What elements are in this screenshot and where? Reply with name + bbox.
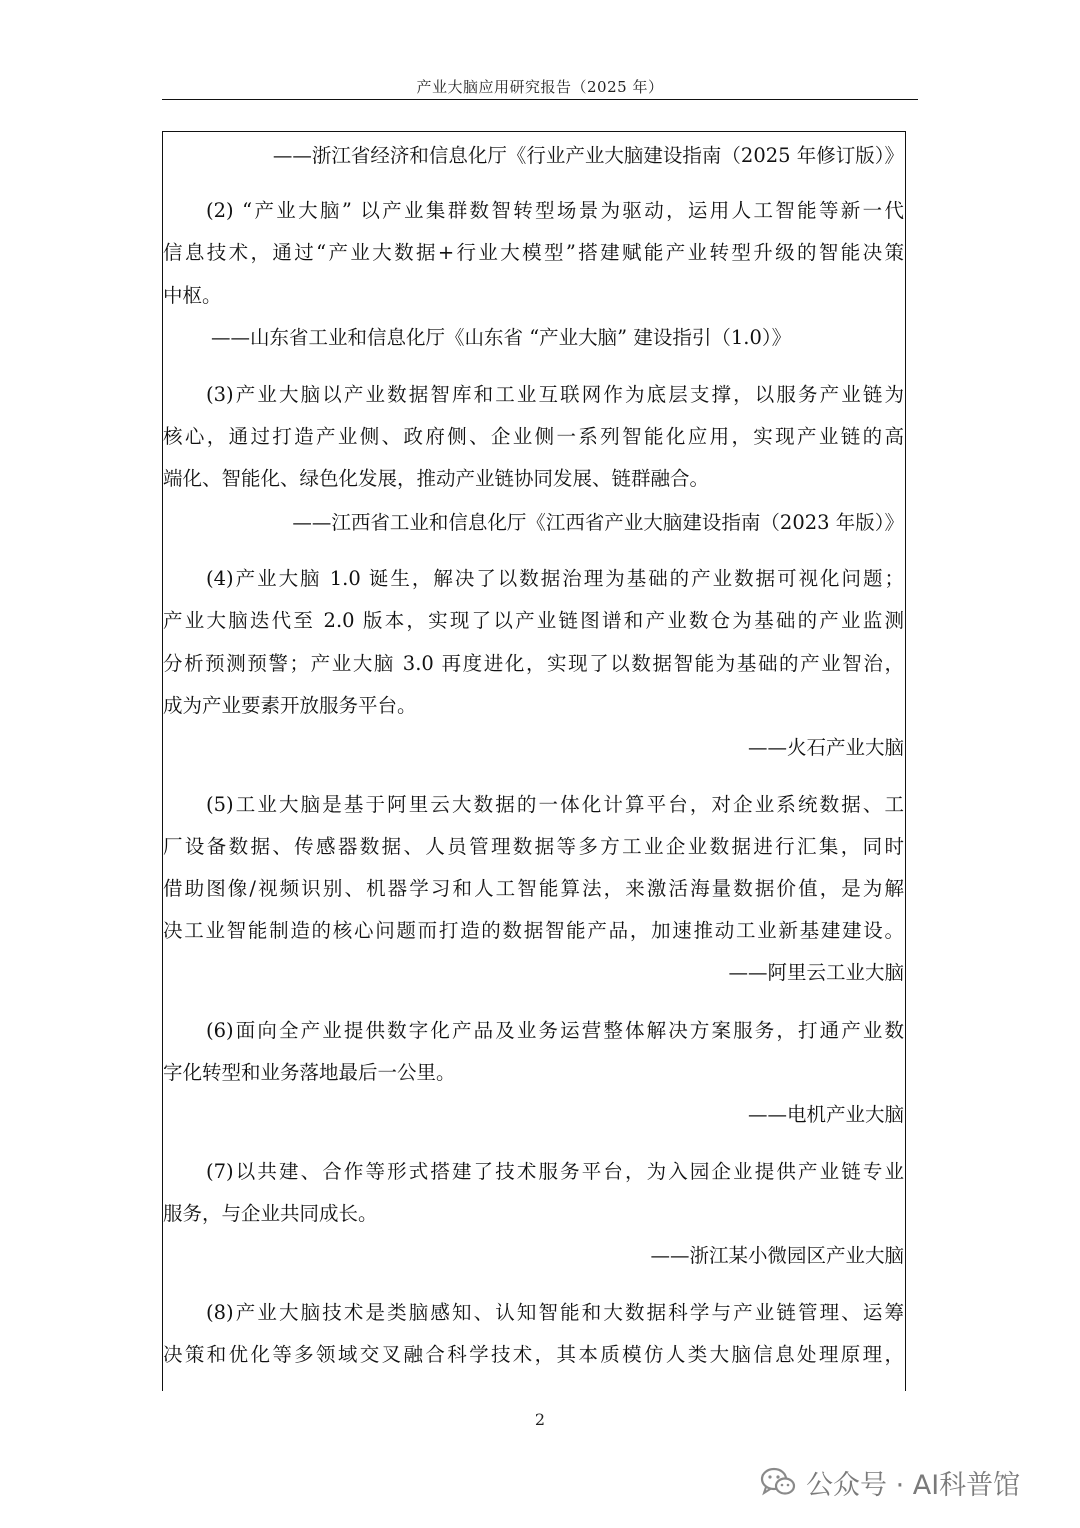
quote-source: ——火石产业大脑: [747, 736, 904, 759]
quote-line: (8)产业大脑技术是类脑感知、认知智能和大数据科学与产业链管理、运筹: [206, 1301, 904, 1324]
quote-line: 字化转型和业务落地最后一公里。: [163, 1061, 456, 1084]
quote-source: ——电机产业大脑: [747, 1103, 904, 1126]
quote-line: 成为产业要素开放服务平台。: [163, 694, 417, 717]
watermark: [760, 1462, 1020, 1502]
page-number: 2: [534, 1410, 546, 1429]
quote-source: ——山东省工业和信息化厅《山东省 “产业大脑” 建设指引（1.0）》: [211, 326, 792, 349]
quote-line: 信息技术，通过“产业大数据+行业大模型”搭建赋能产业转型升级的智能决策: [163, 241, 904, 264]
quote-line: (2) “产业大脑” 以产业集群数智转型场景为驱动，运用人工智能等新一代: [206, 199, 904, 222]
quote-source: ——江西省工业和信息化厅《江西省产业大脑建设指南（2023 年版）》: [292, 511, 904, 534]
quote-line: 借助图像/视频识别、机器学习和人工智能算法，来激活海量数据价值，是为解: [163, 877, 904, 900]
quote-line: (3)产业大脑以产业数据智库和工业互联网作为底层支撑，以服务产业链为: [206, 383, 904, 406]
quote-line: 分析预测预警；产业大脑 3.0 再度进化，实现了以数据智能为基础的产业智治，: [163, 652, 904, 675]
quote-line: 端化、智能化、绿色化发展，推动产业链协同发展、链群融合。: [163, 467, 710, 490]
quote-line: 决工业智能制造的核心问题而打造的数据智能产品，加速推动工业新基建建设。: [163, 919, 904, 942]
wechat-icon: [760, 1466, 796, 1498]
quote-line: (4)产业大脑 1.0 诞生，解决了以数据治理为基础的产业数据可视化问题；: [206, 567, 904, 590]
quote-line: (5)工业大脑是基于阿里云大数据的一体化计算平台，对企业系统数据、工: [206, 793, 904, 816]
quote-line: (7)以共建、合作等形式搭建了技术服务平台，为入园企业提供产业链专业: [206, 1160, 904, 1183]
quote-source: ——阿里云工业大脑: [728, 961, 904, 984]
header-rule: [162, 99, 918, 100]
quote-line: 核心，通过打造产业侧、政府侧、企业侧一系列智能化应用，实现产业链的高: [163, 425, 904, 448]
quote-source: ——浙江某小微园区产业大脑: [650, 1244, 904, 1267]
page-header-title: 产业大脑应用研究报告（2025 年）: [416, 78, 664, 96]
watermark-text: 公众号 · AI科普馆: [806, 1469, 1021, 1501]
quote-line: 产业大脑迭代至 2.0 版本，实现了以产业链图谱和产业数仓为基础的产业监测: [163, 609, 904, 632]
quote-line: 厂设备数据、传感器数据、人员管理数据等多方工业企业数据进行汇集，同时: [163, 835, 904, 858]
quote-line: 决策和优化等多领域交叉融合科学技术，其本质模仿人类大脑信息处理原理，: [163, 1343, 904, 1366]
quote-source: ——浙江省经济和信息化厅《行业产业大脑建设指南（2025 年修订版）》: [272, 144, 904, 167]
quote-line: 中枢。: [163, 284, 222, 307]
quote-line: 服务，与企业共同成长。: [163, 1202, 378, 1225]
quote-line: (6)面向全产业提供数字化产品及业务运营整体解决方案服务，打通产业数: [206, 1019, 904, 1042]
